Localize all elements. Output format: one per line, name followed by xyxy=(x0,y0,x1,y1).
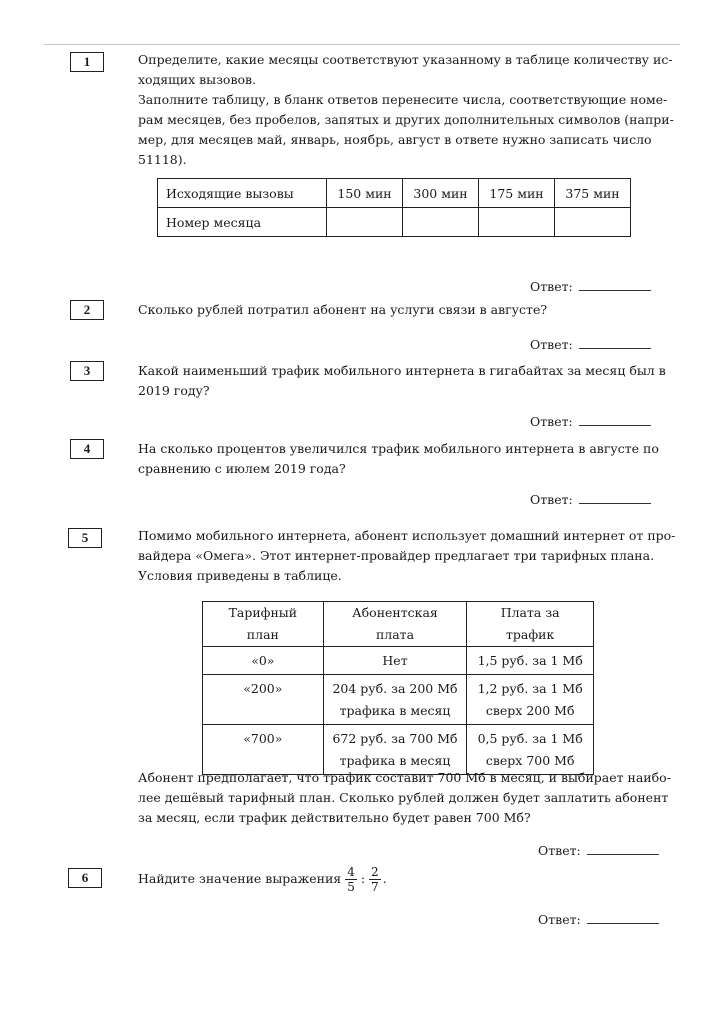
task-1-line: ходящих вызовов. xyxy=(138,72,257,87)
table-header: Плата за трафик xyxy=(467,602,594,647)
answer-label: Ответ: xyxy=(538,912,581,927)
task-3-line: Какой наименьший трафик мобильного интернета в гигабайтах за месяц был в xyxy=(138,363,666,378)
answer-field-3[interactable] xyxy=(530,413,651,429)
task-3-text xyxy=(138,361,666,401)
table-row xyxy=(158,208,631,237)
month-answer-cell[interactable] xyxy=(327,208,403,237)
task-number-6: 6 xyxy=(68,868,102,888)
task-5-question xyxy=(138,768,671,828)
calls-row-label: Исходящие вызовы xyxy=(158,179,327,208)
task-1-line: 51118). xyxy=(138,152,187,167)
task-2-text xyxy=(138,300,654,320)
tariff-plan: «700» xyxy=(203,725,324,775)
task-5-line: вайдера «Омега». Этот интернет-провайдер предлагает три тарифных плана. xyxy=(138,548,655,563)
tariff-fee-line: 672 руб. за 700 Мб xyxy=(332,730,458,746)
fraction-two-sevenths xyxy=(369,865,381,894)
month-answer-cell[interactable] xyxy=(555,208,631,237)
month-row-label: Номер месяца xyxy=(158,208,327,237)
answer-blank[interactable] xyxy=(587,842,659,855)
task-2-line: Сколько рублей потратил абонент на услуги связи в августе? xyxy=(138,302,548,317)
task-5-line: Абонент предполагает, что трафик составит 700 Мб в месяц, и выбирает наибо- xyxy=(138,770,671,785)
task-4-text xyxy=(138,439,659,479)
task-6-text xyxy=(138,862,654,896)
task-number-2: 2 xyxy=(70,300,104,320)
tariff-fee xyxy=(323,725,467,775)
fraction-denominator: 7 xyxy=(371,879,379,894)
month-answer-cell[interactable] xyxy=(479,208,555,237)
task-number-1: 1 xyxy=(70,52,104,72)
task-number-5: 5 xyxy=(68,528,102,548)
calls-value: 375 мин xyxy=(555,179,631,208)
answer-field-5[interactable] xyxy=(538,842,659,858)
tariff-traffic: 1,5 руб. за 1 Мб xyxy=(467,647,594,675)
task-5-line: за месяц, если трафик действительно будет равен 700 Мб? xyxy=(138,810,531,825)
answer-field-4[interactable] xyxy=(530,491,651,507)
tariff-fee-line: 204 руб. за 200 Мб xyxy=(332,680,458,696)
tariff-traffic-line: 0,5 руб. за 1 Мб xyxy=(477,730,583,746)
task-3-line: 2019 году? xyxy=(138,383,210,398)
task-1-line: Определите, какие месяцы соответствуют указанному в таблице количеству ис- xyxy=(138,52,673,67)
calls-value: 300 мин xyxy=(403,179,479,208)
tariff-traffic-line: сверх 700 Мб xyxy=(485,752,575,768)
tariff-table xyxy=(202,601,594,775)
fraction-numerator: 4 xyxy=(347,864,355,879)
calls-value: 150 мин xyxy=(327,179,403,208)
task-5-line: Помимо мобильного интернета, абонент использует домашний интернет от про- xyxy=(138,528,676,543)
table-header-row xyxy=(203,602,594,647)
calls-table xyxy=(157,178,631,237)
task-1-line: мер, для месяцев май, январь, ноябрь, август в ответе нужно записать число xyxy=(138,132,652,147)
sentence-end: . xyxy=(382,871,387,886)
table-header: Тарифный план xyxy=(203,602,324,647)
task-number-3: 3 xyxy=(70,361,104,381)
tariff-fee-line: трафика в месяц xyxy=(339,702,451,718)
task-6-prompt: Найдите значение выражения xyxy=(138,871,342,886)
tariff-traffic-line: сверх 200 Мб xyxy=(485,702,575,718)
table-row xyxy=(158,179,631,208)
month-answer-cell[interactable] xyxy=(403,208,479,237)
answer-label: Ответ: xyxy=(530,337,573,352)
answer-field-1[interactable] xyxy=(530,278,651,294)
task-5-intro xyxy=(138,526,676,586)
tariff-fee-line: трафика в месяц xyxy=(339,752,451,768)
task-1-line: Заполните таблицу, в бланк ответов перенесите числа, соответствующие номе- xyxy=(138,92,668,107)
tariff-fee: Нет xyxy=(323,647,467,675)
answer-blank[interactable] xyxy=(579,278,651,291)
answer-label: Ответ: xyxy=(530,279,573,294)
answer-label: Ответ: xyxy=(530,492,573,507)
table-row xyxy=(203,725,594,775)
task-1-text xyxy=(138,50,674,170)
task-4-line: сравнению с июлем 2019 года? xyxy=(138,461,346,476)
tariff-traffic xyxy=(467,675,594,725)
table-header: Абонентская плата xyxy=(323,602,467,647)
answer-blank[interactable] xyxy=(579,413,651,426)
answer-label: Ответ: xyxy=(530,414,573,429)
answer-label: Ответ: xyxy=(538,843,581,858)
tariff-fee xyxy=(323,675,467,725)
answer-blank[interactable] xyxy=(579,336,651,349)
table-row xyxy=(203,675,594,725)
calls-value: 175 мин xyxy=(479,179,555,208)
tariff-plan: «0» xyxy=(203,647,324,675)
fraction-four-fifths xyxy=(345,865,357,894)
answer-field-6[interactable] xyxy=(538,911,659,927)
task-1-line: рам месяцев, без пробелов, запятых и других дополнительных символов (напри- xyxy=(138,112,674,127)
task-5-line: лее дешёвый тарифный план. Сколько рублей должен будет заплатить абонент xyxy=(138,790,669,805)
fraction-denominator: 5 xyxy=(347,879,355,894)
task-number-4: 4 xyxy=(70,439,104,459)
answer-field-2[interactable] xyxy=(530,336,651,352)
task-5-line: Условия приведены в таблице. xyxy=(138,568,342,583)
tariff-traffic-line: 1,2 руб. за 1 Мб xyxy=(477,680,583,696)
division-operator: : xyxy=(360,871,366,886)
tariff-traffic xyxy=(467,725,594,775)
answer-blank[interactable] xyxy=(579,491,651,504)
fraction-numerator: 2 xyxy=(371,864,379,879)
top-divider xyxy=(44,44,680,45)
task-4-line: На сколько процентов увеличился трафик мобильного интернета в августе по xyxy=(138,441,659,456)
table-row xyxy=(203,647,594,675)
tariff-plan: «200» xyxy=(203,675,324,725)
answer-blank[interactable] xyxy=(587,911,659,924)
